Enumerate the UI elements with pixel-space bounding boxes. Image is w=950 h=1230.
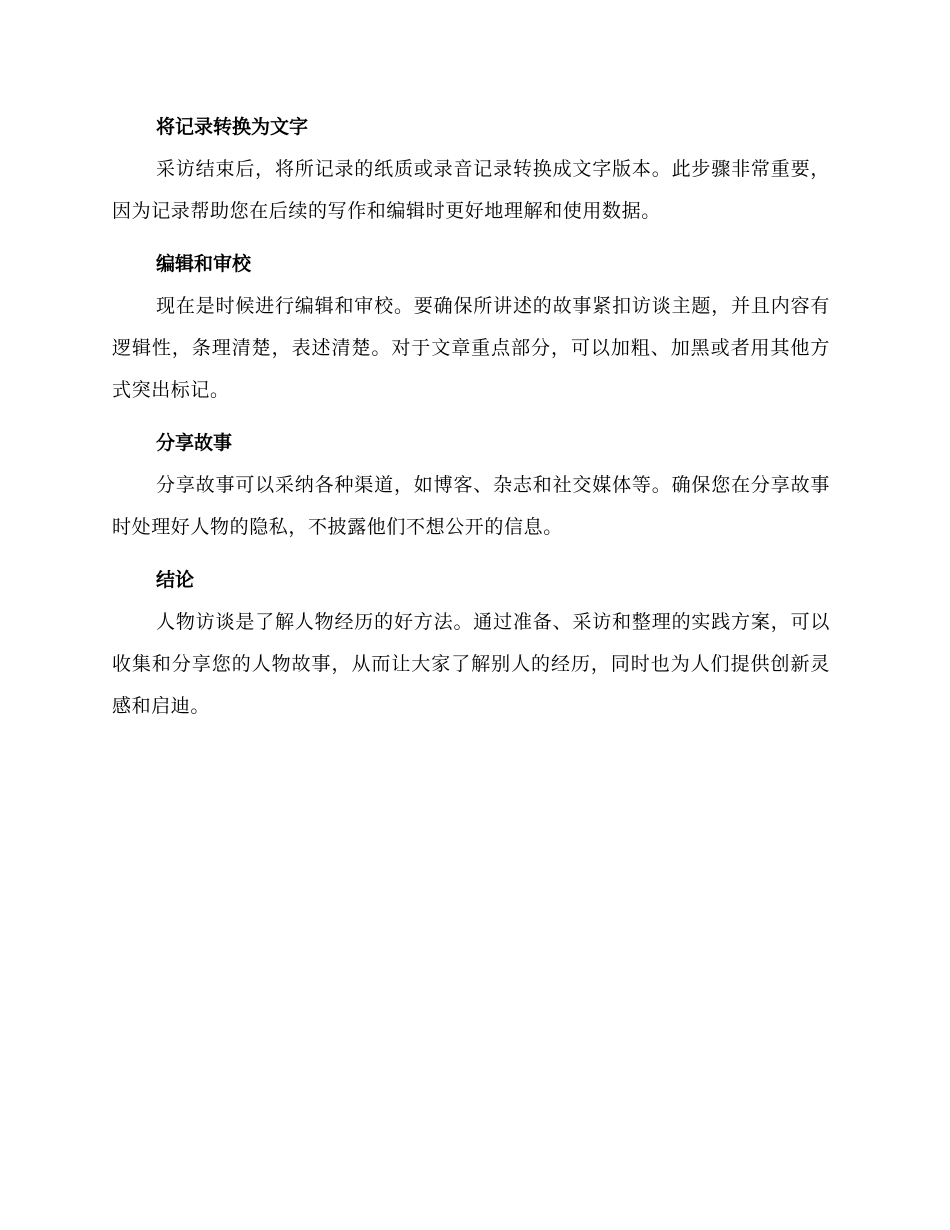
section-share-story — [112, 422, 830, 548]
section-heading: 将记录转换为文字 — [156, 116, 309, 138]
section-convert-to-text — [112, 106, 830, 232]
section-edit-and-proofread — [112, 243, 830, 411]
section-paragraph: 采访结束后，将所记录的纸质或录音记录转换成文字版本。此步骤非常重要，因为记录帮助您在后续的写作和编辑时更好地理解和使用数据。 — [112, 158, 830, 222]
section-heading: 编辑和审校 — [156, 253, 252, 275]
section-heading: 分享故事 — [156, 432, 233, 454]
document-page — [112, 106, 830, 738]
section-heading: 结论 — [156, 569, 195, 591]
section-paragraph: 人物访谈是了解人物经历的好方法。通过准备、采访和整理的实践方案，可以收集和分享您的人物故事，从而让大家了解别人的经历，同时也为人们提供创新灵感和启迪。 — [112, 611, 830, 717]
section-conclusion — [112, 559, 830, 727]
section-paragraph: 现在是时候进行编辑和审校。要确保所讲述的故事紧扣访谈主题，并且内容有逻辑性，条理清楚，表述清楚。对于文章重点部分，可以加粗、加黑或者用其他方式突出标记。 — [112, 295, 830, 401]
section-paragraph: 分享故事可以采纳各种渠道，如博客、杂志和社交媒体等。确保您在分享故事时处理好人物的隐私，不披露他们不想公开的信息。 — [112, 474, 830, 538]
